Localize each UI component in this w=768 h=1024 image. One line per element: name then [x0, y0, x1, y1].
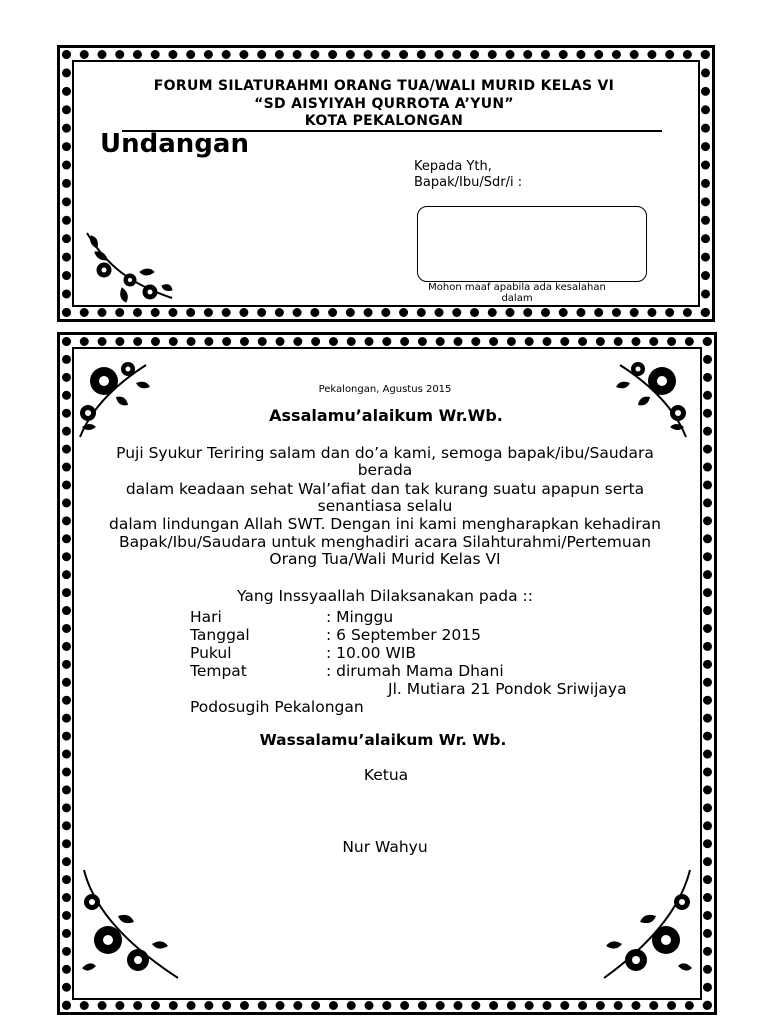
floral-corner-icon — [598, 866, 696, 986]
place-date: Pekalongan, Agustus 2015 — [318, 384, 452, 395]
address-line: Podosugih Pekalongan — [190, 698, 364, 716]
recipient-name-box — [417, 206, 647, 282]
paragraph-line: berada — [357, 461, 413, 479]
apology-note-line2: dalam — [501, 293, 533, 304]
event-intro: Yang Inssyaallah Dilaksanakan pada :: — [237, 587, 533, 605]
paragraph-line: Orang Tua/Wali Murid Kelas VI — [269, 550, 501, 568]
detail-value-time: : 10.00 WIB — [326, 644, 416, 662]
paragraph-line: Bapak/Ibu/Saudara untuk menghadiri acara Silahturahmi/Pertemuan — [118, 533, 652, 551]
paragraph-line: dalam lindungan Allah SWT. Dengan ini kami mengharapkan kehadiran — [109, 515, 661, 533]
signer-role: Ketua — [363, 766, 409, 784]
floral-corner-icon — [78, 866, 186, 986]
detail-label-day: Hari — [190, 608, 222, 626]
invitation-title: Undangan — [100, 129, 249, 159]
signer-name: Nur Wahyu — [342, 838, 428, 856]
detail-label-place: Tempat — [190, 662, 247, 680]
detail-value-place: : dirumah Mama Dhani — [326, 662, 504, 680]
apology-note-line1: Mohon maaf apabila ada kesalahan — [428, 282, 606, 293]
recipient-label: Bapak/Ibu/Sdr/i : — [414, 175, 523, 190]
detail-label-date: Tanggal — [190, 626, 250, 644]
detail-value-date: : 6 September 2015 — [326, 626, 481, 644]
greeting: Assalamu’alaikum Wr.Wb. — [269, 406, 503, 425]
recipient-salutation: Kepada Yth, — [414, 159, 492, 174]
header-school: “SD AISYIYAH QURROTA A’YUN” — [254, 96, 514, 112]
closing-greeting: Wassalamu’alaikum Wr. Wb. — [259, 731, 507, 749]
detail-value-day: : Minggu — [326, 608, 394, 626]
detail-label-time: Pukul — [190, 644, 232, 662]
floral-corner-icon — [606, 357, 690, 445]
address-line: Jl. Mutiara 21 Pondok Sriwijaya — [388, 680, 627, 698]
header-organization: FORUM SILATURAHMI ORANG TUA/WALI MURID KELAS VI — [153, 78, 615, 94]
paragraph-line: Puji Syukur Teriring salam dan do’a kami, semoga bapak/ibu/Saudara — [116, 444, 654, 462]
paragraph-line: senantiasa selalu — [317, 497, 453, 515]
header-city: KOTA PEKALONGAN — [304, 113, 464, 129]
floral-corner-icon — [76, 357, 158, 445]
paragraph-line: dalam keadaan sehat Wal’afiat dan tak kurang suatu apapun serta — [125, 480, 645, 498]
floral-corner-icon — [82, 228, 177, 306]
